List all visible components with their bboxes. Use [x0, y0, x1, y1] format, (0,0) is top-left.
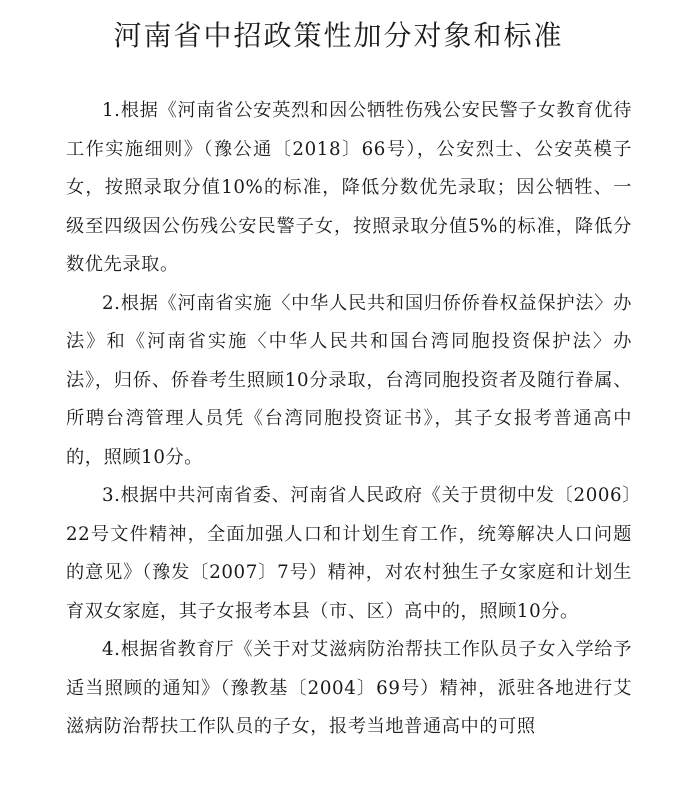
paragraph-3: 3.根据中共河南省委、河南省人民政府《关于贯彻中发〔2006〕22号文件精神，全面加强人口和计划生育工作，统筹解决人口问题的意见》（豫发〔2007〕7号）精神，对农村独生子女家庭和计划生育双女家庭，其子女报考本县（市、区）高中的，照顾10分。 [66, 485, 632, 622]
paragraph-1: 1.根据《河南省公安英烈和因公牺牲伤残公安民警子女教育优待工作实施细则》（豫公通〔2018〕66号），公安烈士、公安英模子女，按照录取分值10%的标准，降低分数优先录取；因公牺牲、一级至四级因公伤残公安民警子女，按照录取分值5%的标准，降低分数优先录取。 [66, 100, 632, 275]
document-title: 河南省中招政策性加分对象和标准 [113, 19, 564, 52]
document-body [66, 92, 632, 747]
paragraph-2: 2.根据《河南省实施〈中华人民共和国归侨侨眷权益保护法〉办法》和《河南省实施〈中华人民共和国台湾同胞投资保护法〉办法》，归侨、侨眷考生照顾10分录取，台湾同胞投资者及随行眷属、所聘台湾管理人员凭《台湾同胞投资证书》，其子女报考普通高中的，照顾10分。 [66, 292, 632, 468]
paragraph-4: 4.根据省教育厅《关于对艾滋病防治帮扶工作队员子女入学给予适当照顾的通知》（豫教基〔2004〕69号）精神，派驻各地进行艾滋病防治帮扶工作队员的子女，报考当地普通高中的可照 [66, 639, 632, 737]
